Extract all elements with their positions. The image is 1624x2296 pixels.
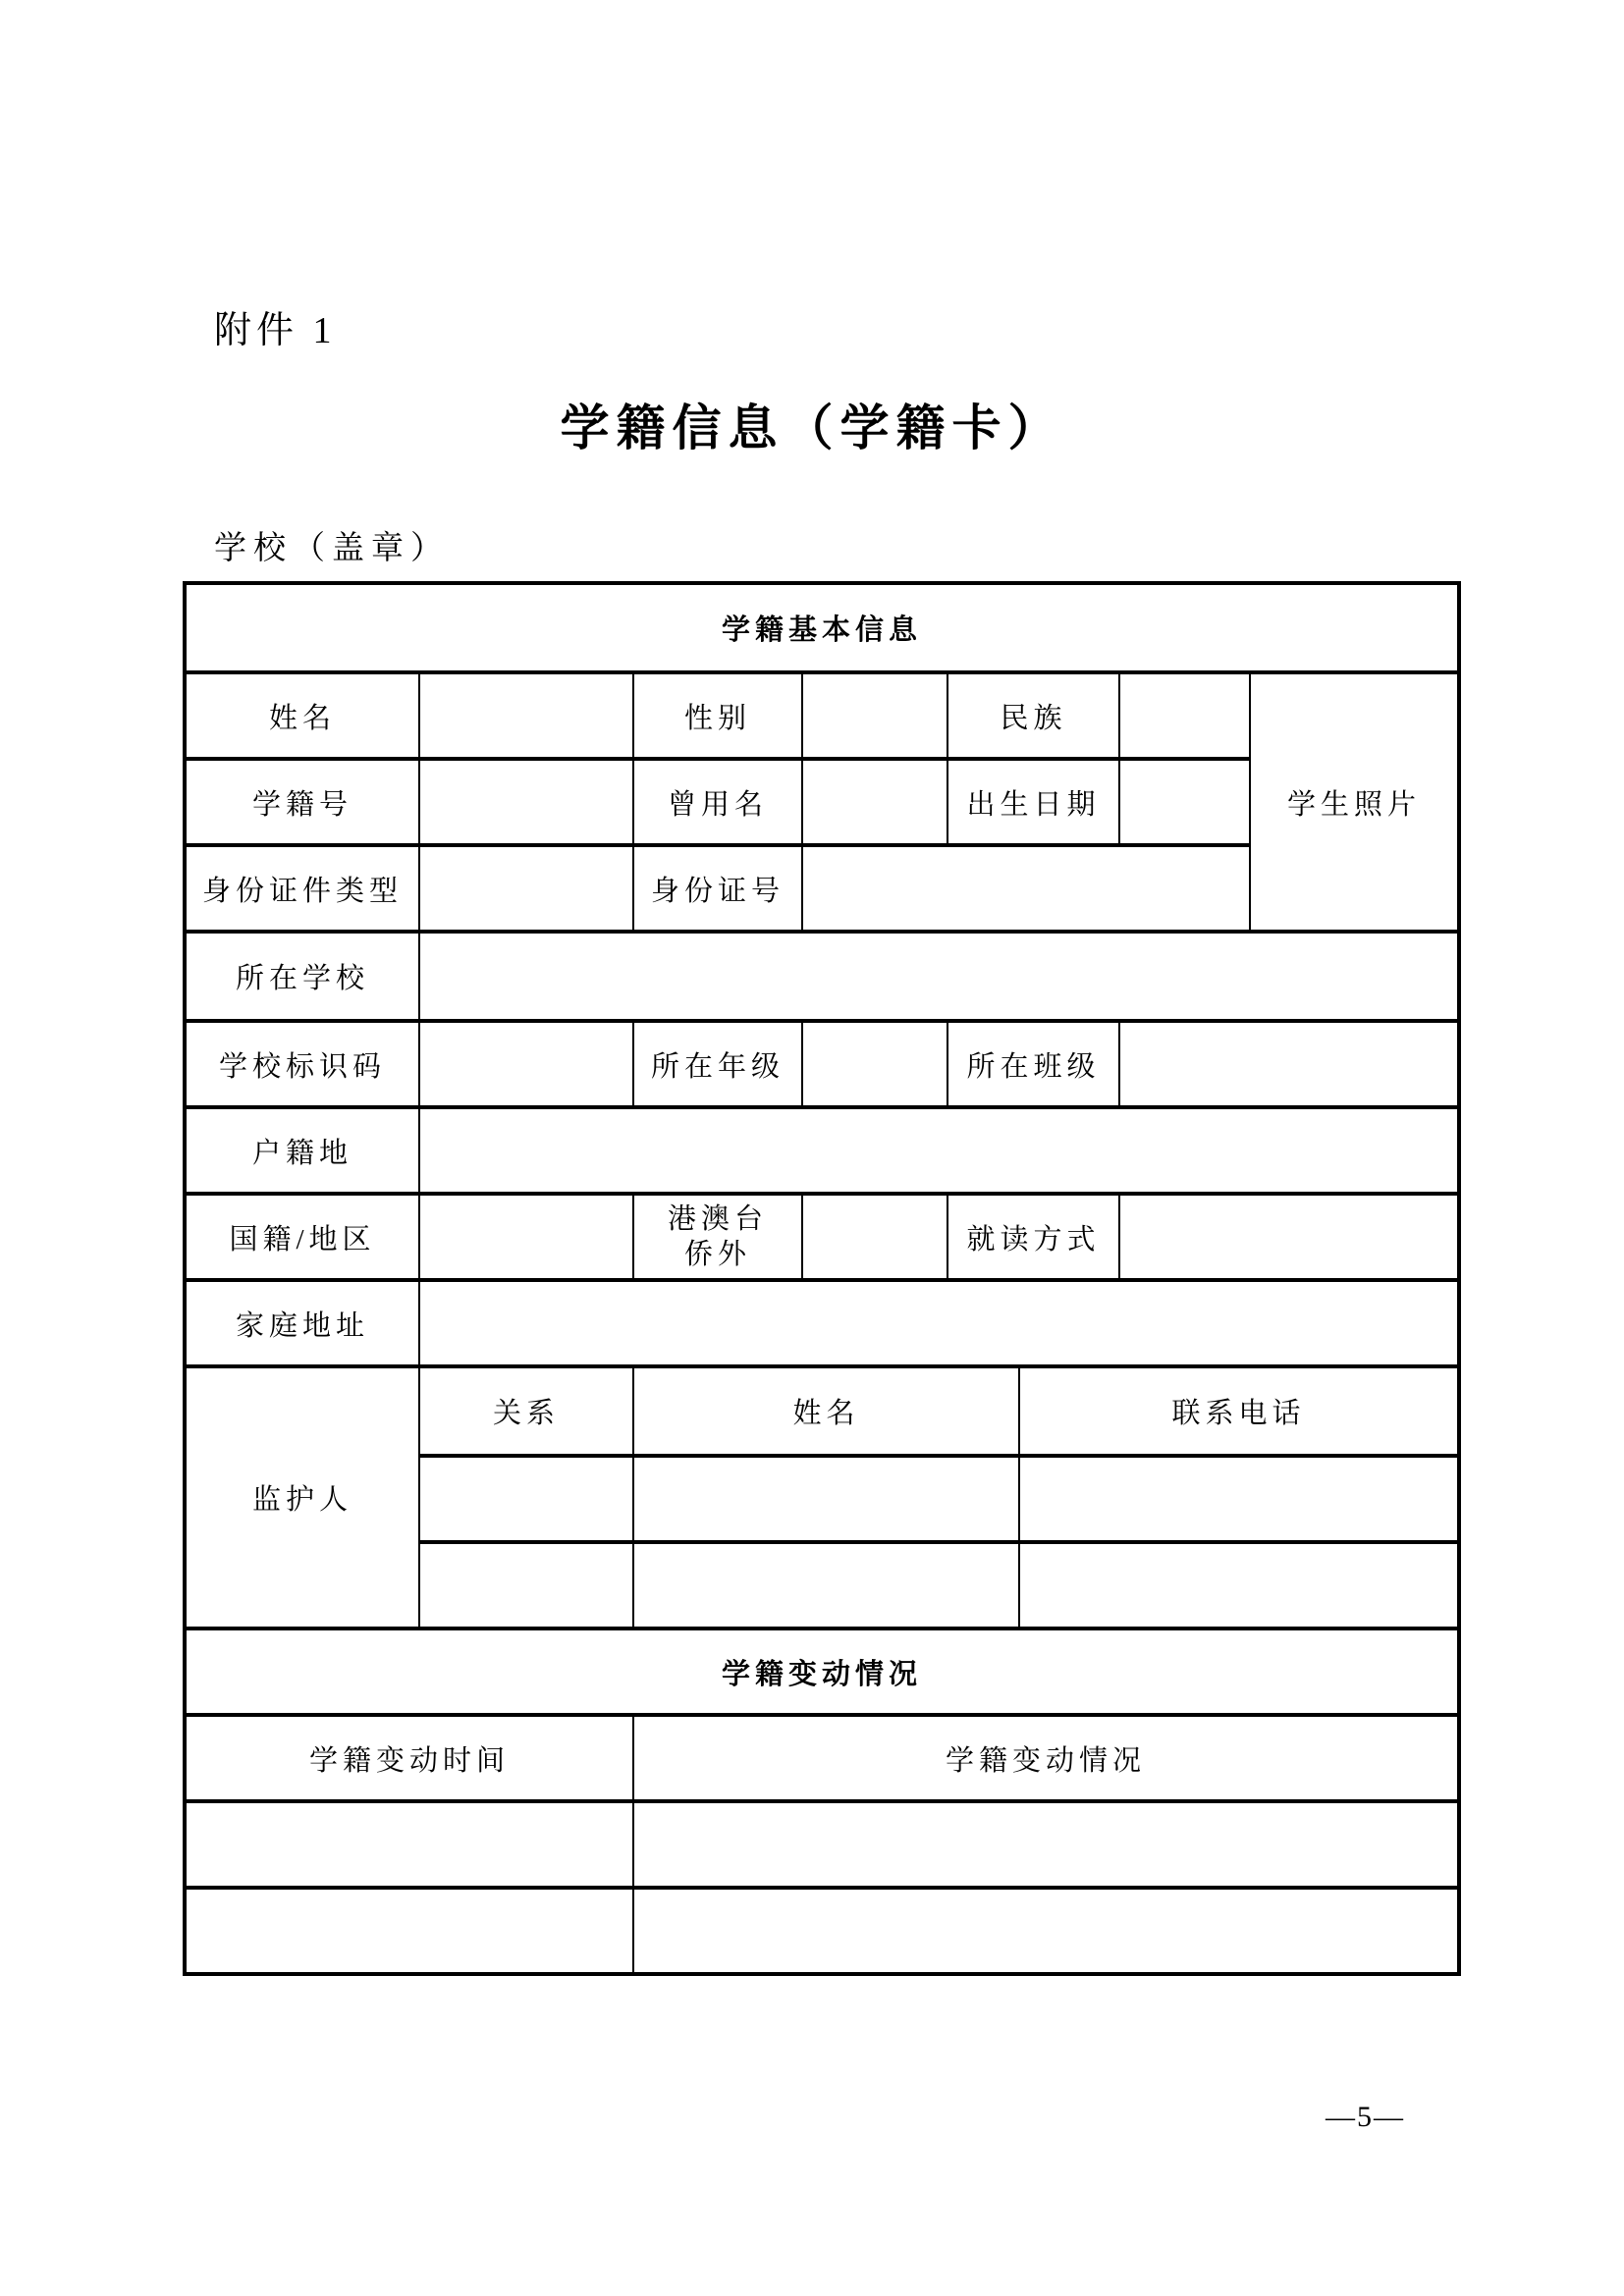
value-birth-date: [1119, 759, 1250, 845]
value-class: [1119, 1021, 1459, 1107]
value-grade: [802, 1021, 947, 1107]
value-phone-1: [1019, 1456, 1459, 1542]
label-birth-date: 出生日期: [947, 759, 1119, 845]
value-address: [419, 1280, 1459, 1366]
label-name: 姓名: [185, 672, 419, 759]
label-change-detail: 学籍变动情况: [633, 1715, 1459, 1801]
label-id-no: 身份证号: [633, 845, 802, 932]
label-gender: 性别: [633, 672, 802, 759]
label-relation: 关系: [419, 1366, 633, 1456]
row-change-1: [185, 1801, 1459, 1888]
label-id-type: 身份证件类型: [185, 845, 419, 932]
label-grade: 所在年级: [633, 1021, 802, 1107]
row-schoolcode-grade-class: [185, 1021, 1459, 1107]
value-relation-1: [419, 1456, 633, 1542]
value-id-type: [419, 845, 633, 932]
label-former-name: 曾用名: [633, 759, 802, 845]
row-household: [185, 1107, 1459, 1194]
row-address: [185, 1280, 1459, 1366]
value-former-name: [802, 759, 947, 845]
value-change-detail-1: [633, 1801, 1459, 1888]
value-name: [419, 672, 633, 759]
value-nationality: [419, 1194, 633, 1280]
label-hmt-line2: 侨外: [683, 1239, 751, 1270]
attachment-label: 附件 1: [214, 310, 337, 351]
label-guardian-name: 姓名: [633, 1366, 1019, 1456]
label-school: 所在学校: [185, 932, 419, 1021]
label-study-mode: 就读方式: [947, 1194, 1119, 1280]
row-nationality-hmt-studymode: [185, 1194, 1459, 1280]
label-class: 所在班级: [947, 1021, 1119, 1107]
row-guardian-header: [185, 1366, 1459, 1456]
page-number: —5—: [1326, 2101, 1405, 2133]
value-household: [419, 1107, 1459, 1194]
value-guardian-name-1: [633, 1456, 1019, 1542]
label-student-id: 学籍号: [185, 759, 419, 845]
value-study-mode: [1119, 1194, 1459, 1280]
student-record-table: [183, 581, 1461, 1976]
page-title: 学籍信息（学籍卡）: [560, 400, 1064, 455]
label-household: 户籍地: [185, 1107, 419, 1194]
section-basic-title: 学籍基本信息: [185, 583, 1459, 672]
value-change-time-1: [185, 1801, 633, 1888]
label-hmt-overseas: [633, 1194, 802, 1280]
row-name-gender-ethnicity: [185, 672, 1459, 759]
label-guardian: 监护人: [185, 1366, 419, 1629]
section-basic-header-row: [185, 583, 1459, 672]
value-guardian-name-2: [633, 1542, 1019, 1629]
row-school: [185, 932, 1459, 1021]
value-ethnicity: [1119, 672, 1250, 759]
value-school: [419, 932, 1459, 1021]
school-seal-label: 学校（盖章）: [214, 531, 450, 566]
value-phone-2: [1019, 1542, 1459, 1629]
value-change-detail-2: [633, 1888, 1459, 1974]
student-photo-cell: 学生照片: [1250, 672, 1459, 932]
value-hmt-overseas: [802, 1194, 947, 1280]
label-nationality: 国籍/地区: [185, 1194, 419, 1280]
value-student-id: [419, 759, 633, 845]
value-relation-2: [419, 1542, 633, 1629]
section-change-header-row: [185, 1629, 1459, 1715]
row-change-columns: [185, 1715, 1459, 1801]
section-change-title: 学籍变动情况: [185, 1629, 1459, 1715]
value-change-time-2: [185, 1888, 633, 1974]
label-phone: 联系电话: [1019, 1366, 1459, 1456]
value-school-code: [419, 1021, 633, 1107]
label-school-code: 学校标识码: [185, 1021, 419, 1107]
row-change-2: [185, 1888, 1459, 1974]
label-change-time: 学籍变动时间: [185, 1715, 633, 1801]
label-ethnicity: 民族: [947, 672, 1119, 759]
label-hmt-line1: 港澳台: [667, 1202, 768, 1235]
value-id-no: [802, 845, 1250, 932]
label-address: 家庭地址: [185, 1280, 419, 1366]
value-gender: [802, 672, 947, 759]
